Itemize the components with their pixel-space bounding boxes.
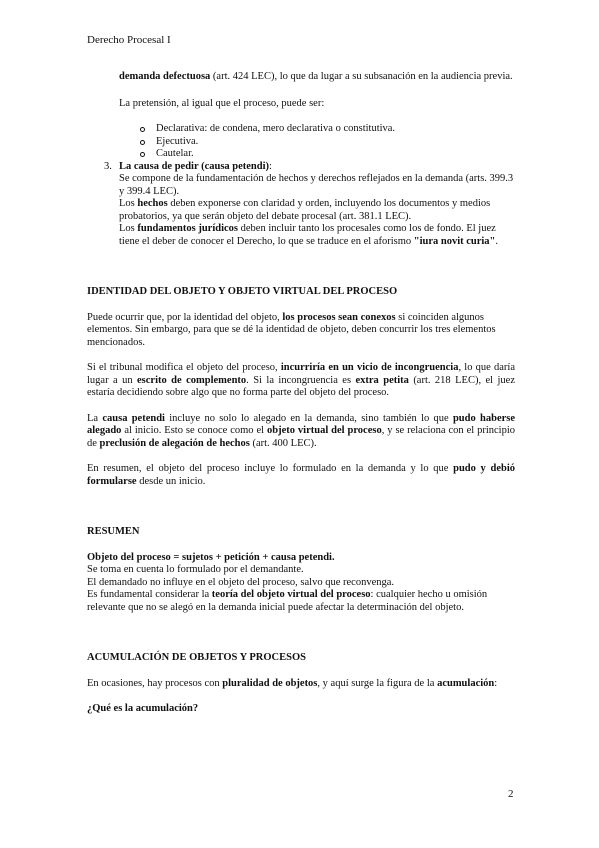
- page-header: Derecho Procesal I: [87, 34, 171, 46]
- subheading-question: ¿Qué es la acumulación?: [87, 703, 199, 714]
- intro-paragraph: demanda defectuosa (art. 424 LEC), lo que da lugar a su subsanación en la audiencia previa.: [119, 71, 513, 82]
- list-item: Cautelar.: [140, 148, 515, 161]
- section-heading: IDENTIDAD DEL OBJETO Y OBJETO VIRTUAL DEL PROCESO: [87, 286, 398, 297]
- paragraph: La causa petendi incluye no solo lo alegado en la demanda, sino también lo que pudo haberse alegado al inicio. Esto se conoce como el objeto virtual del proceso, y se relaciona con el principio de preclusión de alegación de hechos (art. 400 LEC).: [87, 412, 516, 449]
- item-line: Los fundamentos jurídicos deben incluir tanto los procesales como los de fondo. El juez tiene el deber de conocer el Derecho, lo que se traduce en el aforismo "iura novit curia".: [119, 223, 499, 247]
- list-item: Declarativa: de condena, mero declarativa o constitutiva.: [140, 123, 515, 136]
- pretension-paragraph: La pretensión, al igual que el proceso, puede ser:: [119, 97, 325, 109]
- list-item: Ejecutiva.: [140, 136, 515, 149]
- causa-petendi-item: [87, 161, 515, 249]
- paragraph: Si el tribunal modifica el objeto del proceso, incurriría en un vicio de incongruencia, lo que daría lugar a un escrito de complemento. Si la incongruencia es extra petita (art. 218 LEC), el juez estaría decidiendo sobre algo que no forma parte del objeto del proceso.: [87, 362, 515, 398]
- pretension-types-list: [87, 123, 515, 161]
- paragraph: Puede ocurrir que, por la identidad del objeto, los procesos sean conexos si coinciden algunos elementos. Sin embargo, para que se dé la identidad de objeto, deben concurrir los tres elementos mencionados.: [87, 311, 496, 348]
- paragraph: Es fundamental considerar la teoría del objeto virtual del proceso: cualquier hecho u omisión relevante que no se alegó en la demanda inicial puede afectar la determinación del objeto.: [87, 589, 488, 613]
- paragraph: Se toma en cuenta lo formulado por el demandante.: [87, 564, 304, 575]
- paragraph: En resumen, el objeto del proceso incluye lo formulado en la demanda y lo que pudo y debió formularse desde un inicio.: [87, 463, 515, 487]
- section-heading: ACUMULACIÓN DE OBJETOS Y PROCESOS: [87, 652, 306, 663]
- paragraph: El demandado no influye en el objeto del proceso, salvo que reconvenga.: [87, 576, 395, 588]
- formula-line: Objeto del proceso = sujetos + petición + causa petendi.: [87, 551, 335, 563]
- paragraph: En ocasiones, hay procesos con pluralidad de objetos, y aquí surge la figura de la acumulación:: [87, 677, 498, 689]
- item-line: Se compone de la fundamentación de hechos y derechos reflejados en la demanda (arts. 399.3 y 399.4 LEC).: [119, 173, 514, 197]
- item-line: Los hechos deben exponerse con claridad y orden, incluyendo los documentos y medios probatorios, ya que serán objeto del debate procesal (art. 381.1 LEC).: [119, 198, 491, 222]
- page-number: 2: [508, 788, 514, 800]
- item-title: La causa de pedir (causa petendi):: [119, 160, 272, 172]
- page-content: [87, 71, 515, 716]
- item-number: 3.: [104, 160, 112, 172]
- section-heading: RESUMEN: [87, 526, 140, 537]
